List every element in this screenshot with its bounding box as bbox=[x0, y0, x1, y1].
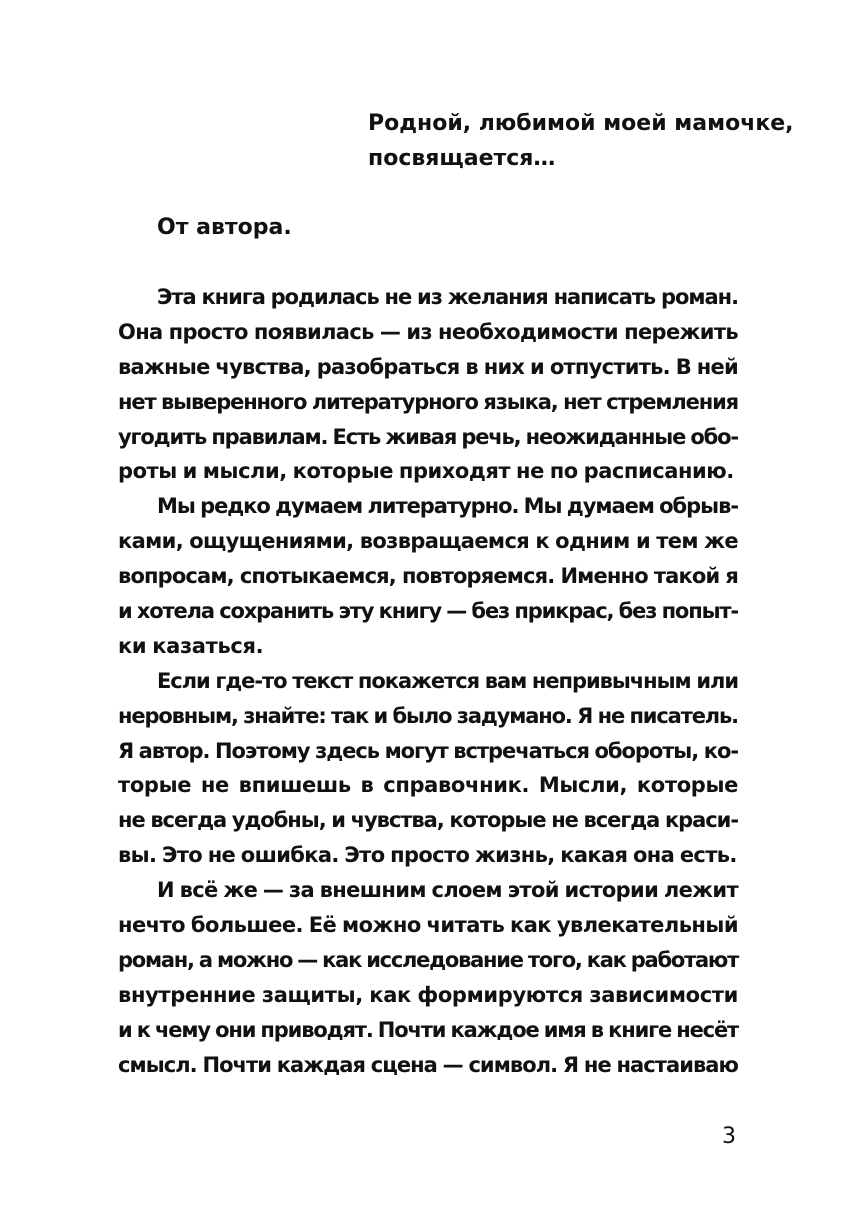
dedication-line: Родной, любимой моей мамочке, bbox=[368, 111, 794, 136]
dedication-line: посвящается… bbox=[368, 146, 556, 171]
text-line: угодить правилам. Есть живая речь, неожиданные обо- bbox=[118, 424, 738, 449]
text-line: не всегда удобны, и чувства, которые не всегда краси- bbox=[118, 808, 738, 833]
text-line: роты и мысли, которые приходят не по расписанию. bbox=[118, 459, 734, 484]
text-line: нечто большее. Её можно читать как увлекательный bbox=[118, 913, 738, 938]
text-line: Она просто появилась — из необходимости пережить bbox=[118, 319, 738, 344]
text-line: смысл. Почти каждая сцена — символ. Я не настаиваю bbox=[118, 1052, 738, 1077]
page-number: 3 bbox=[722, 1124, 736, 1149]
paragraph bbox=[118, 280, 738, 489]
text-line: роман, а можно — как исследование того, как работают bbox=[118, 947, 738, 972]
paragraph bbox=[118, 873, 738, 1082]
text-line: Мы редко думаем литературно. Мы думаем обрыв- bbox=[157, 494, 738, 519]
body-text bbox=[118, 280, 738, 1082]
paragraph bbox=[118, 489, 738, 663]
text-line: вы. Это не ошибка. Это просто жизнь, какая она есть. bbox=[118, 843, 737, 868]
dedication bbox=[368, 106, 794, 176]
text-line: и хотела сохранить эту книгу — без прикрас, без попыт- bbox=[118, 599, 738, 624]
text-line: и к чему они приводят. Почти каждое имя в книге несёт bbox=[118, 1017, 739, 1042]
text-line: внутренние защиты, как формируются зависимости bbox=[118, 982, 738, 1007]
text-line: неровным, знайте: так и было задумано. Я не писатель. bbox=[118, 703, 738, 728]
text-line: Я автор. Поэтому здесь могут встречаться обороты, ко- bbox=[118, 738, 738, 763]
text-line: ками, ощущениями, возвращаемся к одним и тем же bbox=[118, 529, 738, 554]
text-line: торые не впишешь в справочник. Мысли, которые bbox=[118, 773, 738, 798]
text-line: И всё же — за внешним слоем этой истории лежит bbox=[157, 878, 738, 903]
text-line: важные чувства, разобраться в них и отпустить. В ней bbox=[118, 354, 738, 379]
text-line: Эта книга родилась не из желания написать роман. bbox=[157, 285, 738, 309]
text-line: ки казаться. bbox=[118, 633, 264, 658]
text-line: Если где-то текст покажется вам непривычным или bbox=[157, 668, 738, 693]
text-line: вопросам, спотыкаемся, повторяемся. Именно такой я bbox=[118, 564, 738, 589]
text-line: нет выверенного литературного языка, нет стремления bbox=[118, 389, 738, 414]
paragraph bbox=[118, 664, 738, 873]
section-heading: От автора. bbox=[157, 215, 292, 240]
